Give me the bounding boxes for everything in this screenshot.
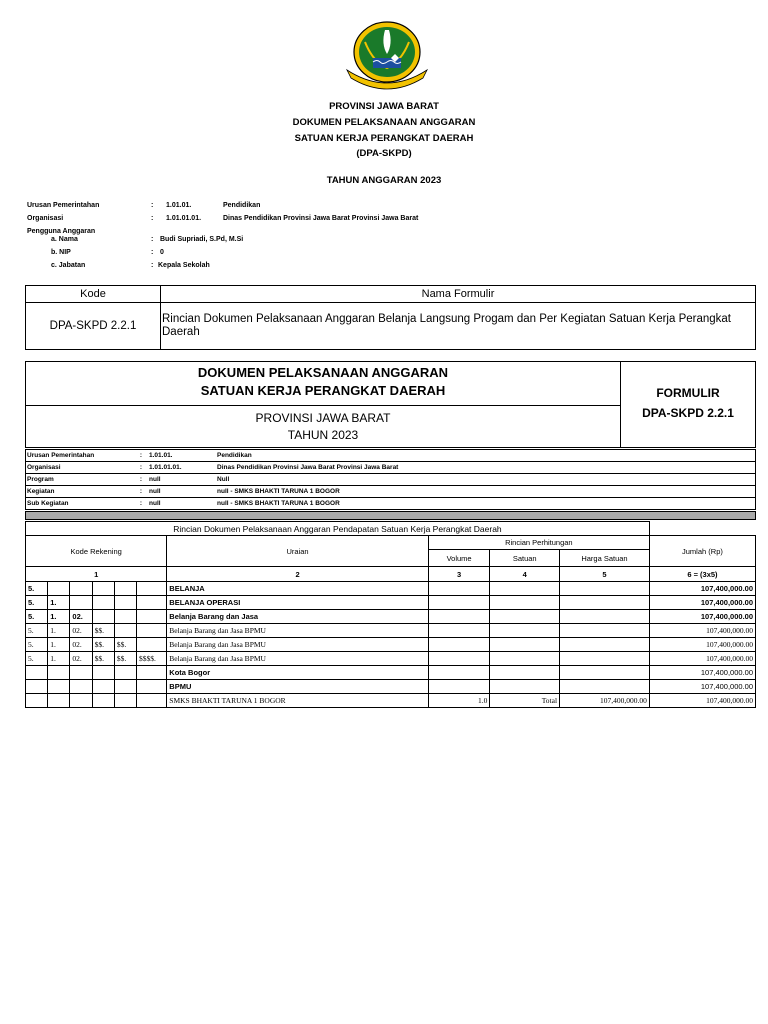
sub-info-value: null - SMKS BHAKTI TARUNA 1 BOGOR (216, 498, 756, 510)
sub-info-row (26, 486, 756, 498)
table-row (26, 582, 756, 596)
kode-segment-2 (48, 694, 70, 708)
uraian-cell: BELANJA OPERASI (167, 596, 429, 610)
sub-info-colon: : (134, 450, 148, 462)
volume-cell (428, 652, 490, 666)
formulir-code: DPA-SKPD 2.2.1 (642, 406, 734, 420)
colon: : (151, 249, 154, 256)
organisasi-code: 1.01.01.01. (166, 215, 202, 222)
nama-formulir-header: Nama Formulir (161, 286, 756, 303)
satuan-cell (490, 680, 560, 694)
organisasi-label: Organisasi (27, 215, 64, 222)
volume-header: Volume (428, 550, 490, 567)
dokumen-title-1: DOKUMEN PELAKSANAAN ANGGARAN (197, 365, 449, 380)
sub-info-code: 1.01.01.01. (148, 462, 216, 474)
dokumen-year: TAHUN 2023 (287, 428, 359, 442)
kode-segment-3: 02. (70, 638, 92, 652)
satuan-cell (490, 624, 560, 638)
kode-segment-1: 5. (26, 610, 48, 624)
sub-info-code: 1.01.01. (148, 450, 216, 462)
pengguna-label: Pengguna Anggaran (27, 228, 96, 235)
sub-info-label: Program (26, 474, 135, 486)
kode-segment-6 (137, 596, 167, 610)
jumlah-cell: 107,400,000.00 (649, 638, 755, 652)
kode-value: DPA-SKPD 2.2.1 (26, 303, 161, 350)
header-document: DOKUMEN PELAKSANAAN ANGGARAN (292, 117, 476, 128)
col-number-1: 1 (26, 567, 167, 582)
colon: : (151, 236, 154, 243)
kode-segment-6: $$$$. (137, 652, 167, 666)
organisasi-value: Dinas Pendidikan Provinsi Jawa Barat Provinsi Jawa Barat (223, 215, 419, 222)
kode-segment-2: 1. (48, 610, 70, 624)
rincian-perhitungan-header: Rincian Perhitungan (428, 536, 649, 550)
sub-info-value: Null (216, 474, 756, 486)
sub-info-row (26, 462, 756, 474)
kode-segment-6 (137, 582, 167, 596)
header-year: TAHUN ANGGARAN 2023 (326, 175, 442, 186)
sub-info-value: Pendidikan (216, 450, 756, 462)
uraian-cell: SMKS BHAKTI TARUNA 1 BOGOR (167, 694, 429, 708)
kode-segment-3: 02. (70, 652, 92, 666)
kode-segment-5 (114, 582, 136, 596)
kode-segment-3: 02. (70, 610, 92, 624)
satuan-header: Satuan (490, 550, 560, 567)
kode-segment-4: $$. (92, 624, 114, 638)
sub-info-row (26, 498, 756, 510)
sub-info-row (26, 474, 756, 486)
dokumen-title-cell (26, 362, 621, 406)
table-row (26, 638, 756, 652)
satuan-cell (490, 666, 560, 680)
satuan-cell (490, 582, 560, 596)
dokumen-box (25, 361, 756, 448)
kode-segment-4 (92, 694, 114, 708)
sub-info-colon: : (134, 486, 148, 498)
sub-info-colon: : (134, 498, 148, 510)
jumlah-header: Jumlah (Rp) (649, 536, 755, 567)
jumlah-cell: 107,400,000.00 (649, 680, 755, 694)
harga-satuan-cell (560, 666, 650, 680)
rincian-table (25, 521, 756, 708)
volume-cell (428, 624, 490, 638)
kode-segment-1: 5. (26, 596, 48, 610)
kode-segment-4 (92, 610, 114, 624)
kode-segment-2 (48, 666, 70, 680)
sub-info-code: null (148, 486, 216, 498)
jumlah-cell: 107,400,000.00 (649, 666, 755, 680)
kode-segment-1 (26, 666, 48, 680)
kode-segment-1: 5. (26, 652, 48, 666)
harga-satuan-cell (560, 624, 650, 638)
jumlah-cell: 107,400,000.00 (649, 624, 755, 638)
kode-segment-6 (137, 638, 167, 652)
urusan-value: Pendidikan (223, 202, 261, 209)
kode-segment-1 (26, 694, 48, 708)
jawa-barat-emblem-icon (343, 18, 431, 90)
nama-label: a. Nama (51, 236, 78, 243)
uraian-header: Uraian (167, 536, 429, 567)
volume-cell (428, 610, 490, 624)
satuan-cell (490, 638, 560, 652)
harga-satuan-cell (560, 582, 650, 596)
nip-value: 0 (160, 249, 164, 256)
kode-segment-6 (137, 680, 167, 694)
kode-segment-3 (70, 680, 92, 694)
kode-segment-3 (70, 582, 92, 596)
nama-value: Budi Supriadi, S.Pd, M.Si (160, 236, 244, 243)
sub-info-table (25, 449, 756, 510)
kode-segment-6 (137, 666, 167, 680)
dokumen-province: PROVINSI JAWA BARAT (255, 411, 391, 425)
section-separator (25, 511, 756, 520)
kode-segment-3 (70, 694, 92, 708)
col-number-2: 2 (167, 567, 429, 582)
col-number-4: 4 (490, 567, 560, 582)
kode-segment-2: 1. (48, 596, 70, 610)
kode-segment-5 (114, 666, 136, 680)
table-row (26, 610, 756, 624)
harga-satuan-header: Harga Satuan (560, 550, 650, 567)
kode-segment-5 (114, 624, 136, 638)
kode-segment-5 (114, 596, 136, 610)
kode-segment-2: 1. (48, 638, 70, 652)
jumlah-cell: 107,400,000.00 (649, 610, 755, 624)
uraian-cell: Belanja Barang dan Jasa BPMU (167, 652, 429, 666)
satuan-cell (490, 596, 560, 610)
kode-segment-2 (48, 680, 70, 694)
nip-label: b. NIP (51, 249, 71, 256)
logo (343, 18, 431, 90)
sub-info-label: Organisasi (26, 462, 135, 474)
dokumen-prov-cell (26, 406, 621, 447)
satuan-cell (490, 652, 560, 666)
uraian-cell: Belanja Barang dan Jasa BPMU (167, 638, 429, 652)
urusan-label: Urusan Pemerintahan (27, 202, 100, 209)
satuan-cell: Total (490, 694, 560, 708)
dokumen-title-2: SATUAN KERJA PERANGKAT DAERAH (200, 383, 446, 398)
jumlah-cell: 107,400,000.00 (649, 582, 755, 596)
col-number-6: 6 = (3x5) (649, 567, 755, 582)
kode-segment-1 (26, 680, 48, 694)
kode-segment-4 (92, 596, 114, 610)
kode-segment-5 (114, 610, 136, 624)
kode-segment-2 (48, 582, 70, 596)
jumlah-cell: 107,400,000.00 (649, 596, 755, 610)
volume-cell (428, 666, 490, 680)
harga-satuan-cell (560, 680, 650, 694)
kode-segment-1: 5. (26, 624, 48, 638)
harga-satuan-cell: 107,400,000.00 (560, 694, 650, 708)
sub-info-value: null - SMKS BHAKTI TARUNA 1 BOGOR (216, 486, 756, 498)
kode-header: Kode (26, 286, 161, 303)
table-row (26, 624, 756, 638)
sub-info-row (26, 450, 756, 462)
kode-segment-6 (137, 624, 167, 638)
uraian-cell: Belanja Barang dan Jasa (167, 610, 429, 624)
header-code: (DPA-SKPD) (356, 148, 412, 159)
volume-cell (428, 638, 490, 652)
kode-segment-5 (114, 680, 136, 694)
table-row (26, 694, 756, 708)
uraian-cell: BPMU (167, 680, 429, 694)
kode-segment-5: $$. (114, 638, 136, 652)
jabatan-label: c. Jabatan (51, 262, 86, 269)
kode-segment-4 (92, 680, 114, 694)
formulir-label: FORMULIR (656, 386, 720, 400)
harga-satuan-cell (560, 610, 650, 624)
kode-segment-4 (92, 582, 114, 596)
kode-segment-1: 5. (26, 582, 48, 596)
uraian-cell: BELANJA (167, 582, 429, 596)
volume-cell (428, 680, 490, 694)
rincian-title: Rincian Dokumen Pelaksanaan Anggaran Pendapatan Satuan Kerja Perangkat Daerah (26, 522, 650, 536)
col-number-5: 5 (560, 567, 650, 582)
kode-segment-4: $$. (92, 638, 114, 652)
kode-segment-3: 02. (70, 624, 92, 638)
sub-info-colon: : (134, 474, 148, 486)
uraian-cell: Belanja Barang dan Jasa BPMU (167, 624, 429, 638)
kode-segment-5: $$. (114, 652, 136, 666)
sub-info-code: null (148, 498, 216, 510)
volume-cell (428, 596, 490, 610)
kode-segment-2: 1. (48, 624, 70, 638)
uraian-cell: Kota Bogor (167, 666, 429, 680)
volume-cell (428, 582, 490, 596)
table-row (26, 680, 756, 694)
header-unit: SATUAN KERJA PERANGKAT DAERAH (294, 133, 474, 144)
kode-segment-1: 5. (26, 638, 48, 652)
sub-info-code: null (148, 474, 216, 486)
sub-info-label: Kegiatan (26, 486, 135, 498)
satuan-cell (490, 610, 560, 624)
harga-satuan-cell (560, 652, 650, 666)
colon: : (151, 215, 154, 222)
kode-segment-3 (70, 596, 92, 610)
table-row (26, 652, 756, 666)
kode-segment-6 (137, 694, 167, 708)
table-row (26, 666, 756, 680)
jabatan-value: Kepala Sekolah (158, 262, 210, 269)
kode-segment-2: 1. (48, 652, 70, 666)
header-province: PROVINSI JAWA BARAT (329, 101, 439, 112)
volume-cell: 1.0 (428, 694, 490, 708)
kode-segment-3 (70, 666, 92, 680)
harga-satuan-cell (560, 596, 650, 610)
kode-segment-4: $$. (92, 652, 114, 666)
nama-formulir-value: Rincian Dokumen Pelaksanaan Anggaran Belanja Langsung Progam dan Per Kegiatan Satuan Kerja Perangkat Daerah (161, 303, 756, 350)
col-number-3: 3 (428, 567, 490, 582)
urusan-code: 1.01.01. (166, 202, 192, 209)
table-row (26, 596, 756, 610)
harga-satuan-cell (560, 638, 650, 652)
sub-info-value: Dinas Pendidikan Provinsi Jawa Barat Provinsi Jawa Barat (216, 462, 756, 474)
colon: : (151, 262, 154, 269)
sub-info-label: Sub Kegiatan (26, 498, 135, 510)
kode-segment-6 (137, 610, 167, 624)
jumlah-cell: 107,400,000.00 (649, 652, 755, 666)
sub-info-label: Urusan Pemerintahan (26, 450, 135, 462)
jumlah-cell: 107,400,000.00 (649, 694, 755, 708)
colon: : (151, 202, 154, 209)
kode-segment-5 (114, 694, 136, 708)
kode-table (25, 285, 756, 350)
kode-segment-4 (92, 666, 114, 680)
kode-rekening-header: Kode Rekening (26, 536, 167, 567)
sub-info-colon: : (134, 462, 148, 474)
